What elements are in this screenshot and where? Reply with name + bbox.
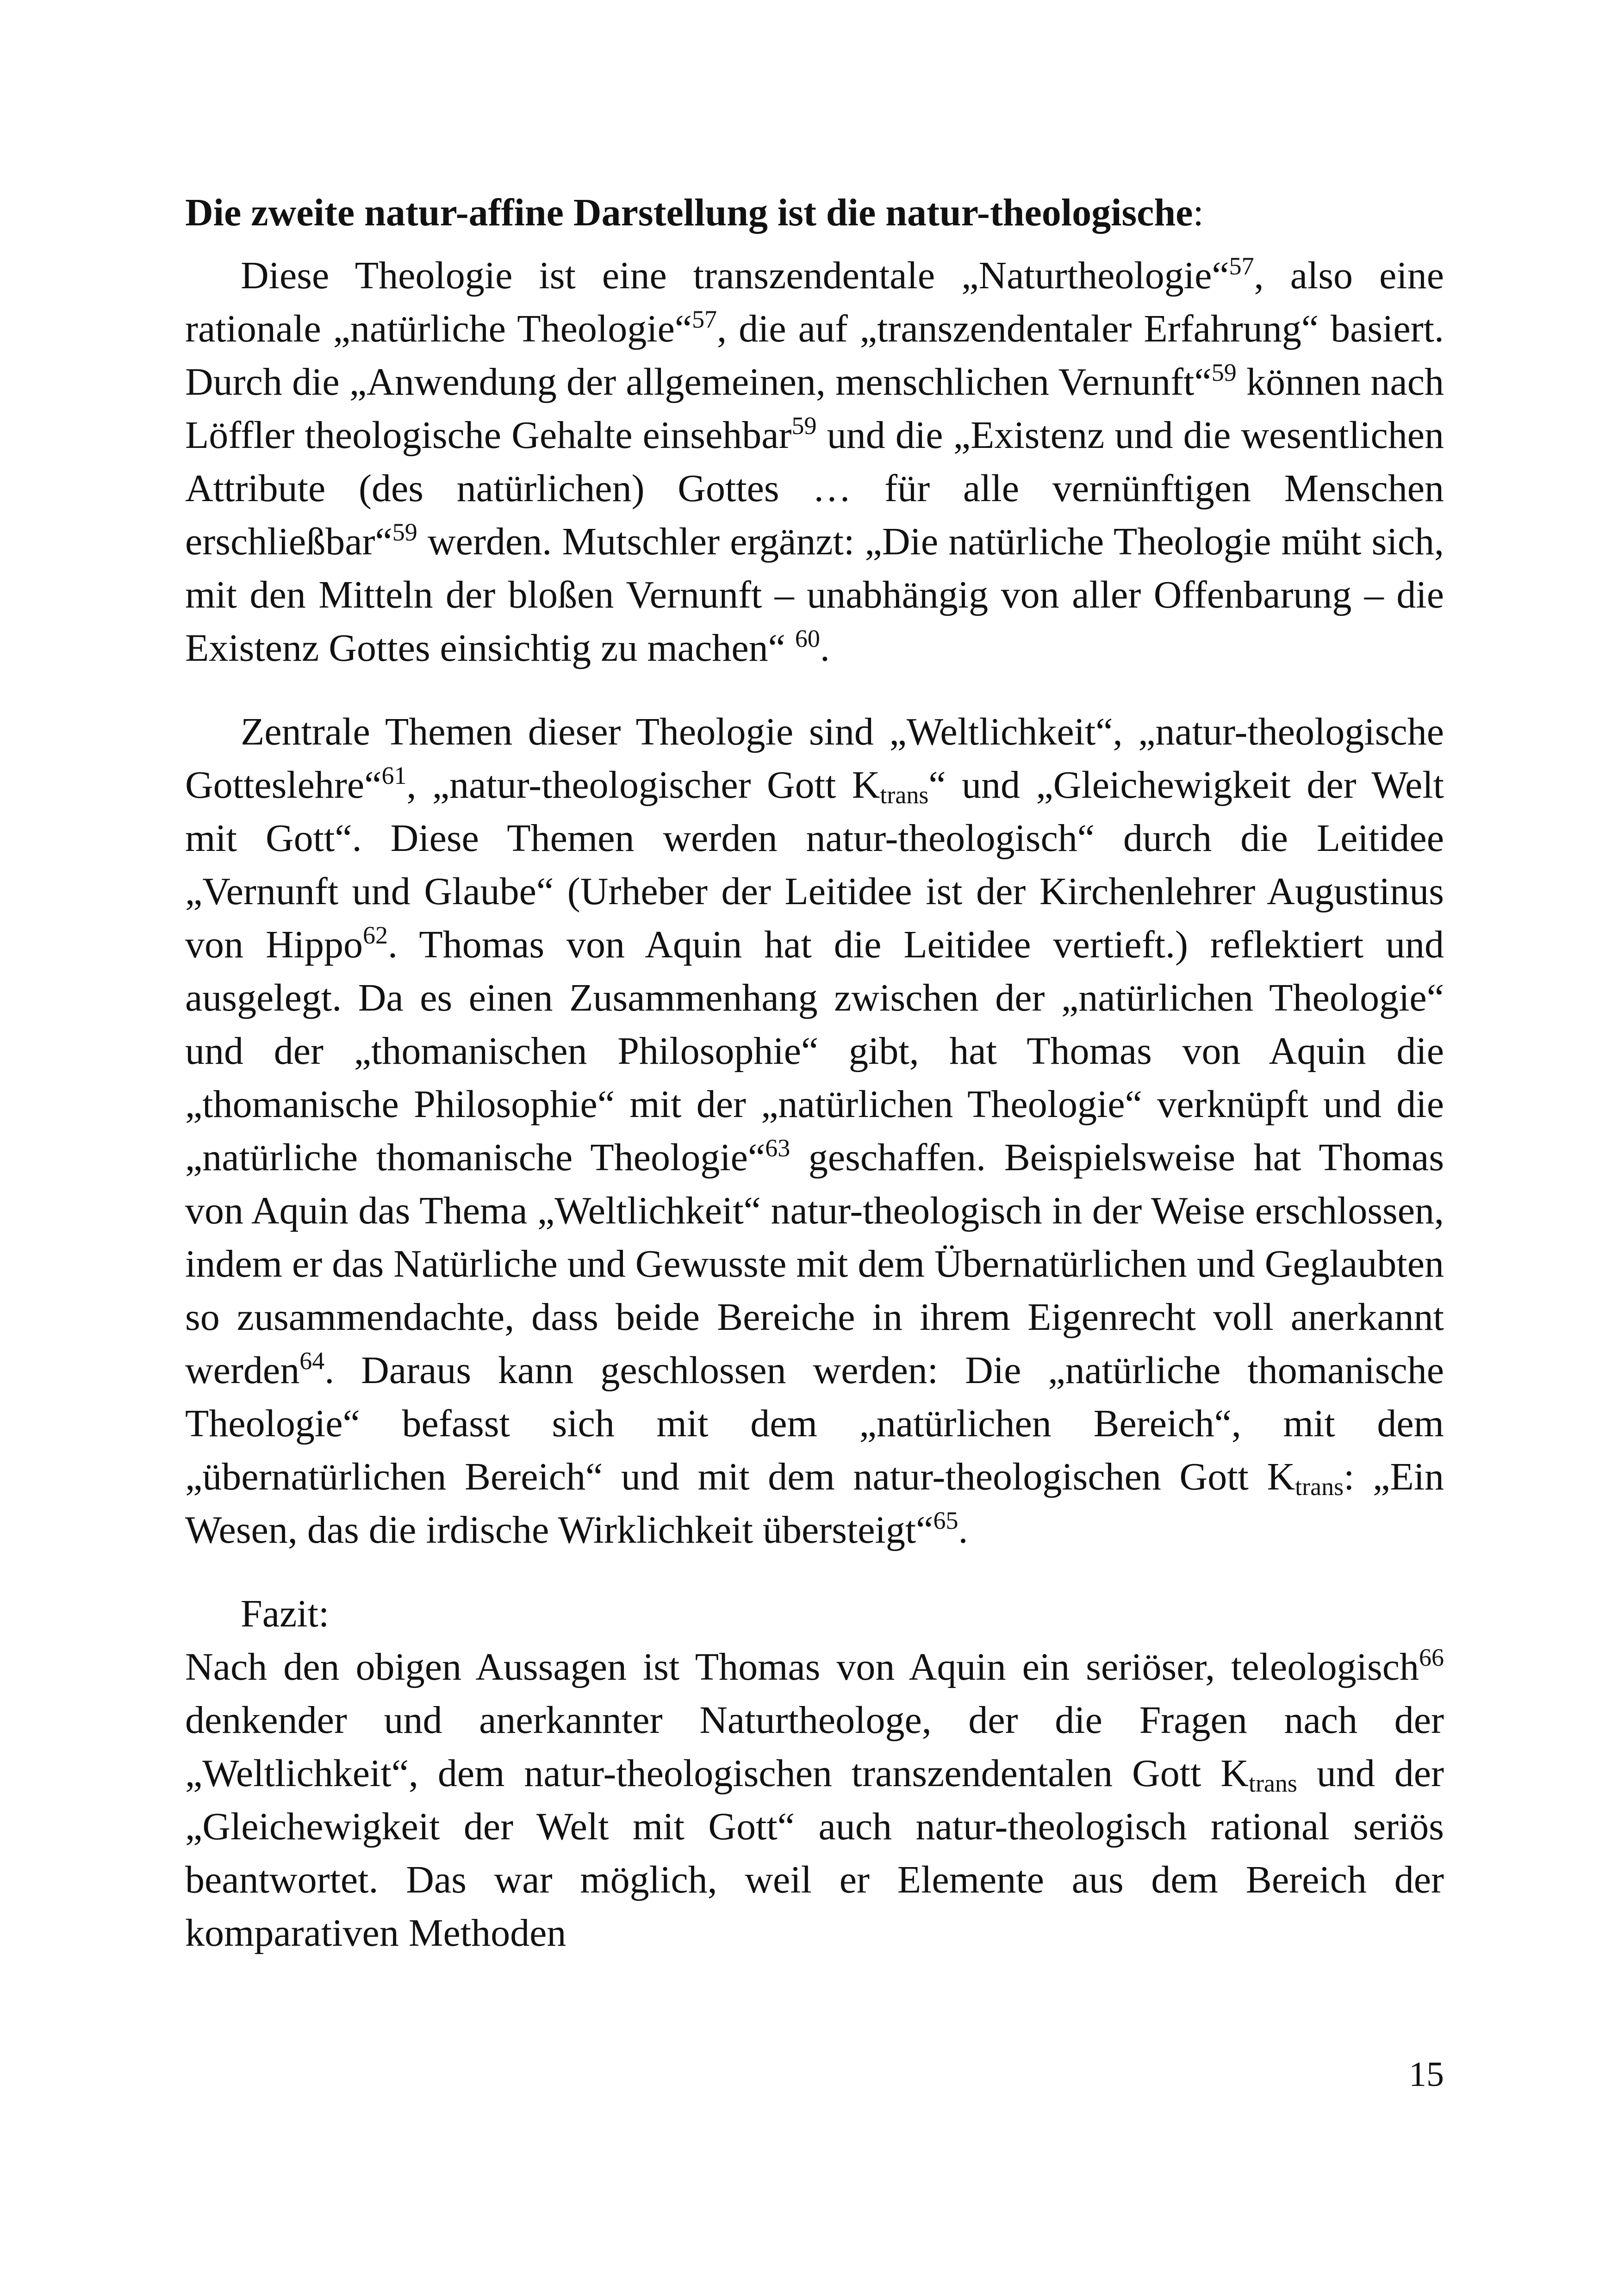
footnote-ref: 60 bbox=[795, 625, 820, 652]
text-run: . bbox=[958, 1508, 968, 1551]
text-run: . bbox=[820, 627, 830, 670]
subscript-trans: trans bbox=[1248, 1769, 1297, 1797]
text-run: “ und „Gleichewigkeit der Welt mit Gott“. Diese Themen werden natur-theologisch“ durch die Leitidee „Vernunft und Glaube“ (Urheber der Leitidee ist der Kirchenlehrer Augustinus von Hippo bbox=[185, 763, 1444, 966]
footnote-ref: 65 bbox=[933, 1507, 958, 1534]
footnote-ref: 57 bbox=[1229, 252, 1254, 280]
text-run: denkender und anerkannter Naturtheologe, der die Fragen nach der „Weltlichkeit“, dem natur-theologischen transzendentalen Gott K bbox=[185, 1699, 1444, 1795]
text-run: . Daraus kann geschlossen werden: Die „natürliche thomanische Theologie“ befasst sich mit dem „natürlichen Bereich“, mit dem „übernatürlichen Bereich“ und mit dem natur-theologischen Gott K bbox=[185, 1349, 1444, 1498]
text-run: Nach den obigen Aussagen ist Thomas von Aquin ein seriöser, teleologisch bbox=[185, 1645, 1419, 1688]
text-run: : „Ein Wesen, das die irdische Wirklichkeit übersteigt“ bbox=[185, 1455, 1444, 1551]
text-run: Diese Theologie ist eine transzendentale „Naturtheologie“ bbox=[241, 254, 1229, 297]
text-run: Zentrale Themen dieser Theologie sind „Weltlichkeit“, „natur-theologische Gotteslehre“ bbox=[185, 710, 1444, 807]
text-run: , die auf „transzendentaler Erfahrung“ basiert. Durch die „Anwendung der allgemeinen, menschlichen Vernunft“ bbox=[185, 307, 1444, 403]
footnote-ref: 59 bbox=[791, 412, 817, 440]
footnote-ref: 59 bbox=[392, 518, 417, 546]
paragraph-natural-theology bbox=[185, 249, 1444, 675]
text-run: , also eine rationale „natürliche Theologie“ bbox=[185, 254, 1444, 350]
text-run: werden. Mutschler ergänzt: „Die natürliche Theologie müht sich, mit den Mitteln der bloßen Vernunft – unabhängig von aller Offenbarung – die Existenz Gottes einsichtig zu machen“ bbox=[185, 520, 1444, 670]
footnote-ref: 61 bbox=[381, 762, 407, 789]
document-page bbox=[185, 185, 1444, 1960]
subscript-trans: trans bbox=[880, 781, 929, 809]
fazit-label: Fazit: bbox=[241, 1592, 330, 1635]
footnote-ref: 59 bbox=[1211, 359, 1237, 386]
section-heading bbox=[185, 185, 1444, 241]
subscript-trans: trans bbox=[1295, 1473, 1344, 1501]
footnote-ref: 64 bbox=[299, 1347, 325, 1375]
section-heading-colon: : bbox=[1193, 191, 1204, 234]
text-run: und die „Existenz und die wesentlichen Attribute (des natürlichen) Gottes … für alle vernünftigen Menschen erschließbar“ bbox=[185, 414, 1444, 563]
paragraph-fazit bbox=[185, 1640, 1444, 1960]
text-run: können nach Löffler theologische Gehalte einsehbar bbox=[185, 360, 1444, 457]
footnote-ref: 63 bbox=[765, 1134, 790, 1162]
text-run: , „natur-theologischer Gott K bbox=[406, 763, 880, 807]
text-run: . Thomas von Aquin hat die Leitidee vertieft.) reflektiert und ausgelegt. Da es einen Zusammenhang zwischen der „natürlichen Theologie“ und der „thomanischen Philosophie“ gibt, hat Thomas von Aquin die „thomanische Philosophie“ mit der „natürlichen Theologie“ verknüpft und die „natürliche thomanische Theologie“ bbox=[185, 923, 1444, 1179]
footnote-ref: 62 bbox=[362, 921, 388, 949]
text-run: und der „Gleichewigkeit der Welt mit Gott“ auch natur-theologisch rational seriös beantwortet. Das war möglich, weil er Elemente aus dem Bereich der komparativen Methoden bbox=[185, 1752, 1444, 1955]
page-number: 15 bbox=[1409, 2055, 1444, 2094]
footnote-ref: 57 bbox=[692, 305, 717, 333]
footnote-ref: 66 bbox=[1419, 1644, 1444, 1671]
section-heading-text: Die zweite natur-affine Darstellung ist die natur-theologische bbox=[185, 191, 1193, 234]
text-run: geschaffen. Beispielsweise hat Thomas von Aquin das Thema „Weltlichkeit“ natur-theologisch in der Weise erschlossen, indem er das Natürliche und Gewusste mit dem Übernatürlichen und Geglaubten so zusammendachte, dass beide Bereiche in ihrem Eigenrecht voll anerkannt werden bbox=[185, 1136, 1444, 1392]
paragraph-central-themes bbox=[185, 705, 1444, 1557]
